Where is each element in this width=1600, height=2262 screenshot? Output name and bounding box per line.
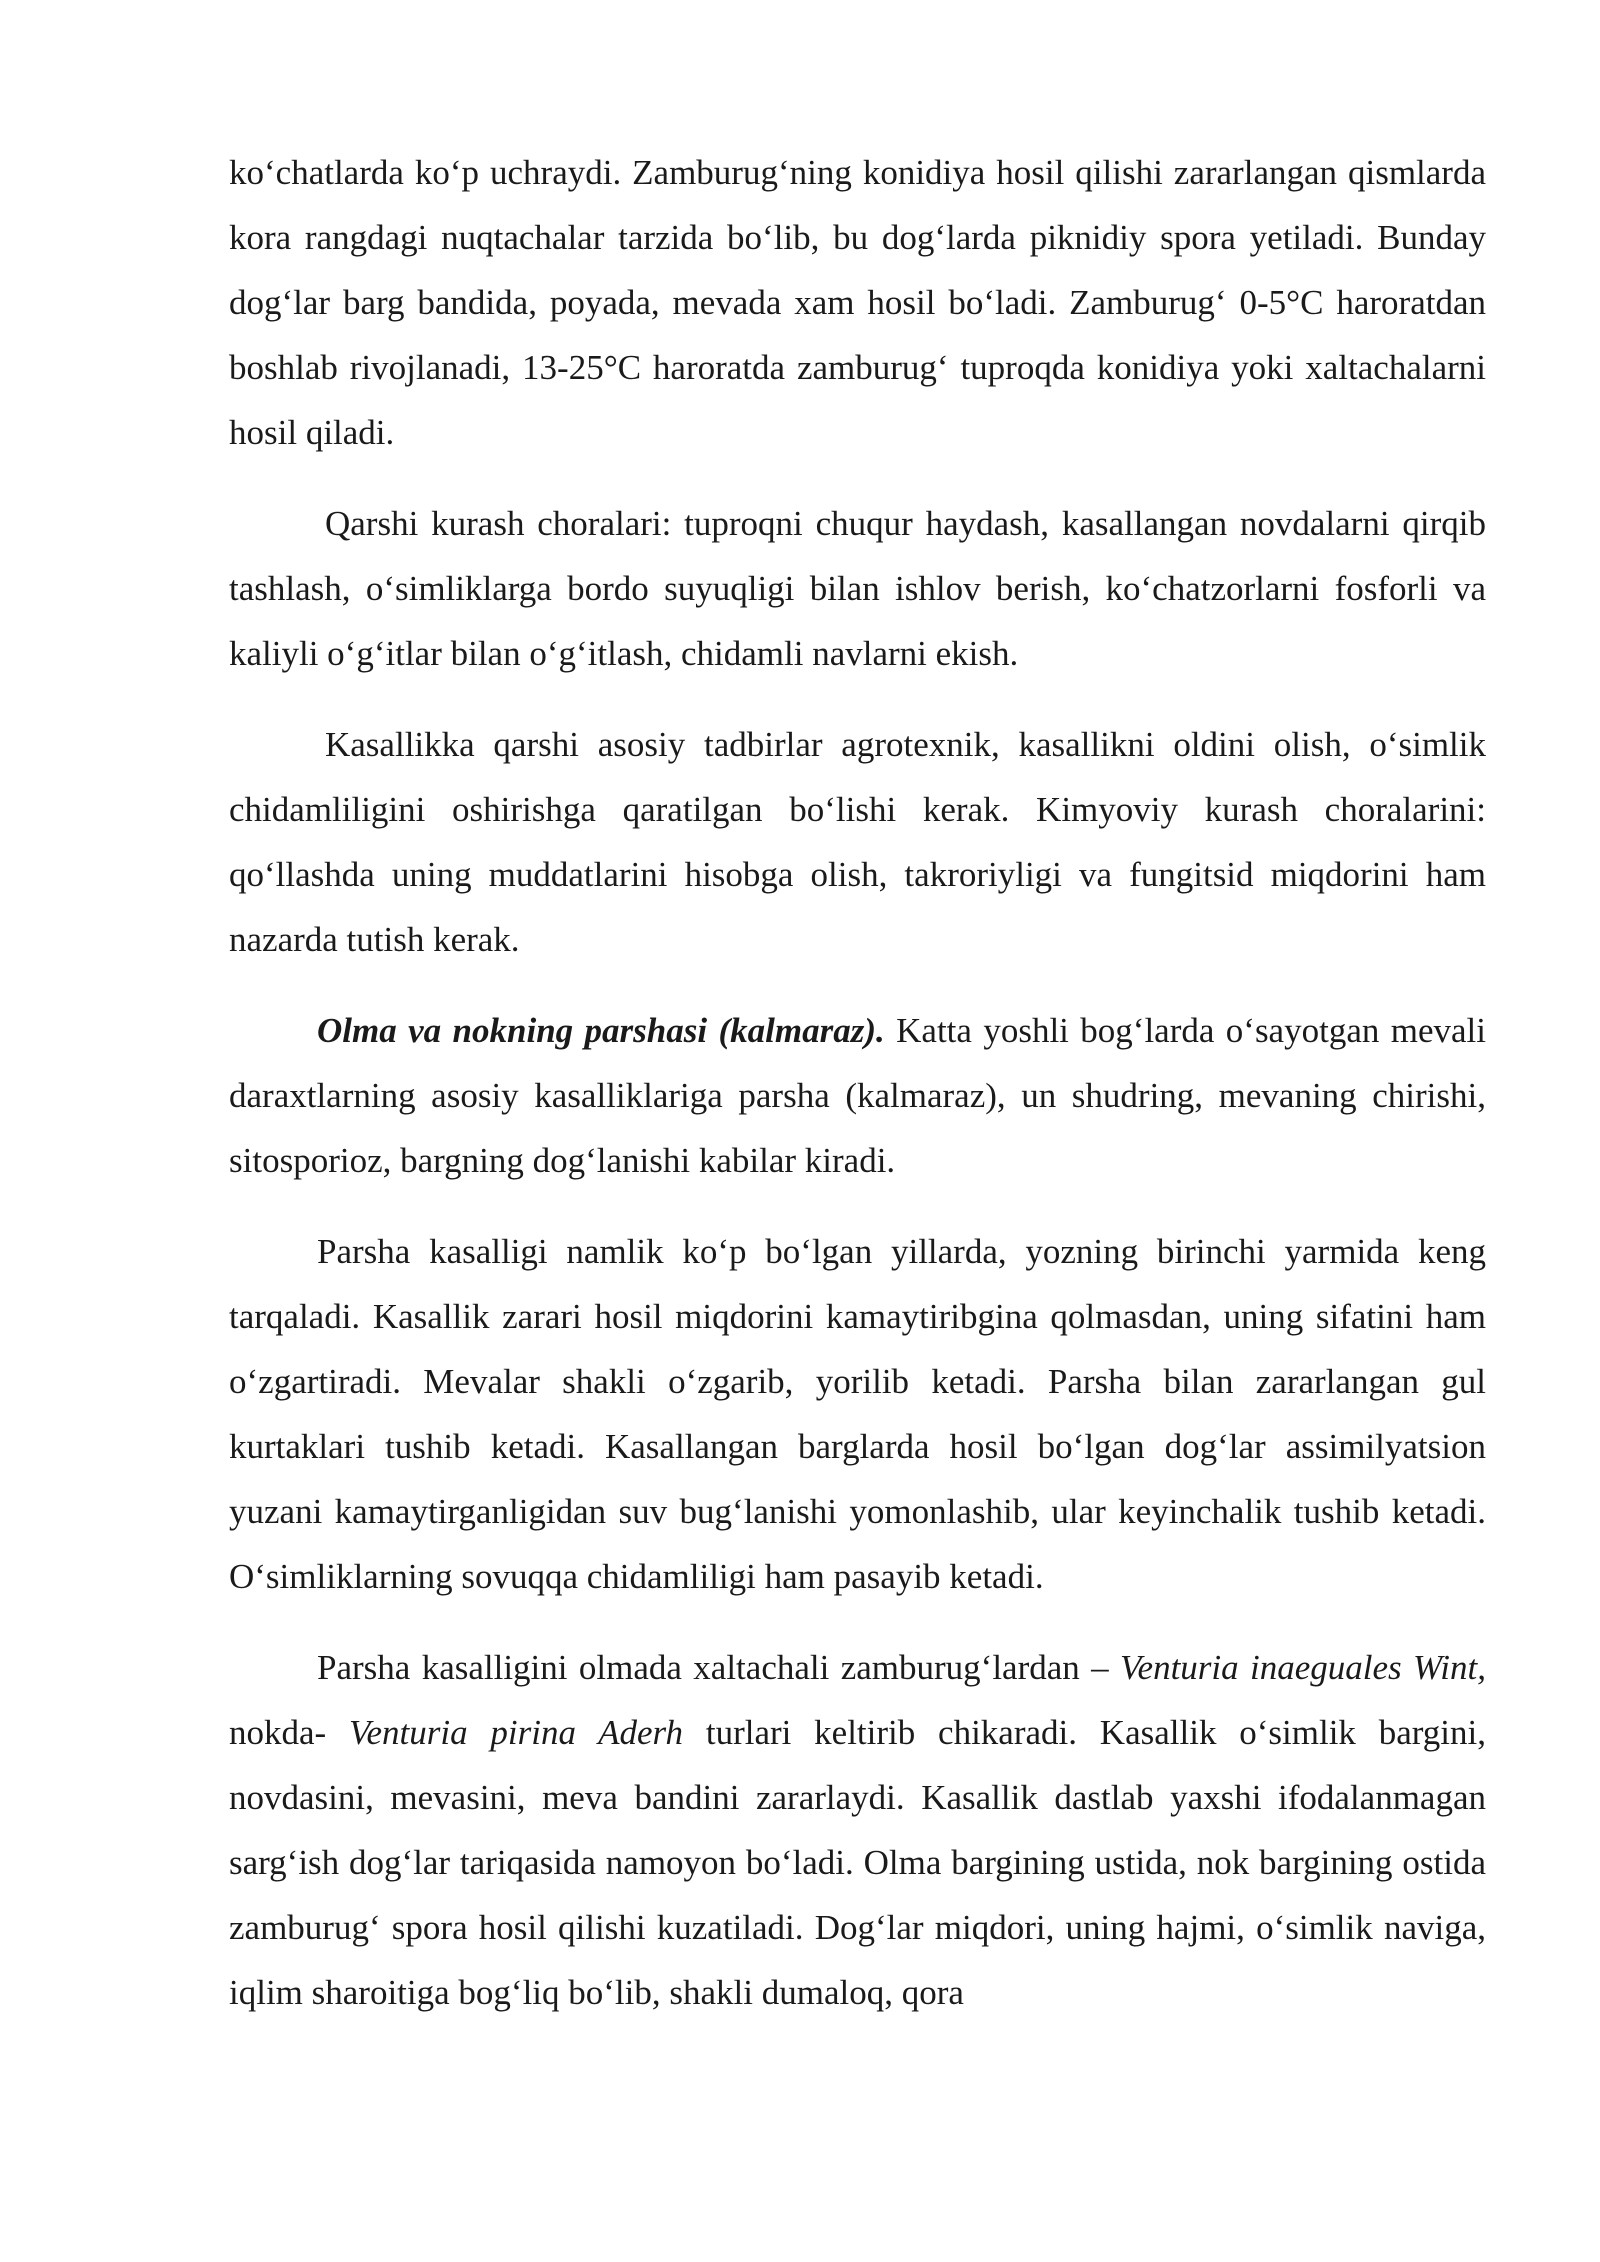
paragraph-3 bbox=[229, 712, 1486, 972]
paragraph-2-text: Qarshi kurash choralari: tuproqni chuqur haydash, kasallangan novdalarni qirqib tashlash, o‘simliklarga bordo suyuqligi bilan ishlov berish, ko‘chatzorlarni fosforli va kaliyli o‘g‘itlar bilan o‘g‘itlash, chidamli navlarni ekish. bbox=[229, 504, 1486, 673]
document-body bbox=[229, 140, 1486, 2051]
paragraph-4-text: Katta yoshli bog‘larda o‘sayotgan mevali daraxtlarning asosiy kasalliklariga parsha (kalmaraz), un shudring, mevaning chirishi, sitosporioz, bargning dog‘lanishi kabilar kiradi. bbox=[229, 1011, 1486, 1180]
species-name-pear: Venturia pirina Aderh bbox=[349, 1713, 684, 1752]
paragraph-5-text: Parsha kasalligi namlik ko‘p bo‘lgan yillarda, yozning birinchi yarmida keng tarqaladi. Kasallik zarari hosil miqdorini kamaytiribgina qolmasdan, uning sifatini ham o‘zgartiradi. Mevalar shakli o‘zgarib, yorilib ketadi. Parsha bilan zararlangan gul kurtaklari tushib ketadi. Kasallangan barglarda hosil bo‘lgan dog‘lar assimilyatsion yuzani kamaytirganligidan suv bug‘lanishi yomonlashib, ular keyinchalik tushib ketadi. O‘simliklarning sovuqqa chidamliligi ham pasayib ketadi. bbox=[229, 1232, 1486, 1596]
paragraph-1 bbox=[229, 140, 1486, 465]
paragraph-6-text-b: nokda- bbox=[229, 1713, 349, 1752]
paragraph-6-text-c: turlari keltirib chikaradi. Kasallik o‘simlik bargini, novdasini, mevasini, meva bandini zararlaydi. Kasallik dastlab yaxshi ifodalanmagan sarg‘ish dog‘lar tariqasida namoyon bo‘ladi. Olma bargining ustida, nok bargining ostida zamburug‘ spora hosil qilishi kuzatiladi. Dog‘lar miqdori, uning hajmi, o‘simlik naviga, iqlim sharoitiga bog‘liq bo‘lib, shakli dumaloq, qora bbox=[229, 1713, 1486, 2012]
paragraph-1-text: ko‘chatlarda ko‘p uchraydi. Zamburug‘ning konidiya hosil qilishi zararlangan qismlarda kora rangdagi nuqtachalar tarzida bo‘lib, bu dog‘larda piknidiy spora yetiladi. Bunday dog‘lar barg bandida, poyada, mevada xam hosil bo‘ladi. Zamburug‘ 0-5°C haroratdan boshlab rivojlanadi, 13-25°C haroratda zamburug‘ tuproqda konidiya yoki xaltachalarni hosil qiladi. bbox=[229, 153, 1486, 452]
paragraph-4 bbox=[229, 998, 1486, 1193]
section-heading: Olma va nokning parshasi (kalmaraz). bbox=[317, 1011, 885, 1050]
paragraph-6 bbox=[229, 1635, 1486, 2025]
species-name-apple: Venturia inaeguales Wint, bbox=[1120, 1648, 1486, 1687]
paragraph-5 bbox=[229, 1219, 1486, 1609]
paragraph-3-text: Kasallikka qarshi asosiy tadbirlar agrotexnik, kasallikni oldini olish, o‘simlik chidamliligini oshirishga qaratilgan bo‘lishi kerak. Kimyoviy kurash choralarini: qo‘llashda uning muddatlarini hisobga olish, takroriyligi va fungitsid miqdorini ham nazarda tutish kerak. bbox=[229, 725, 1486, 959]
paragraph-2 bbox=[229, 491, 1486, 686]
paragraph-6-text-a: Parsha kasalligini olmada xaltachali zamburug‘lardan – bbox=[317, 1648, 1121, 1687]
